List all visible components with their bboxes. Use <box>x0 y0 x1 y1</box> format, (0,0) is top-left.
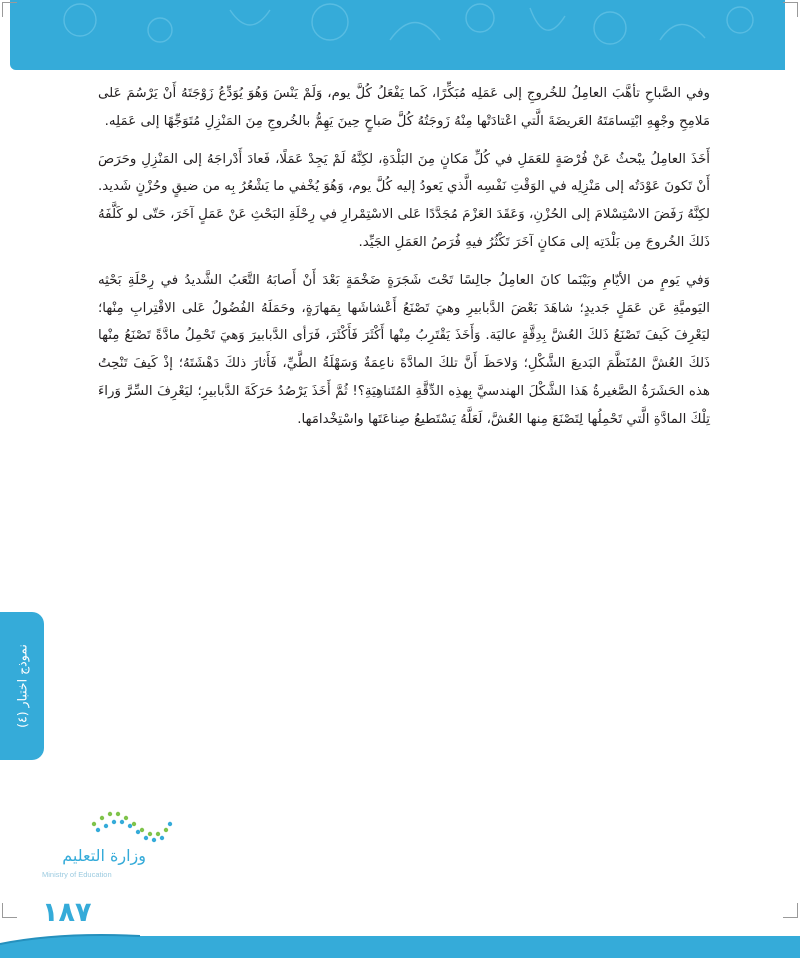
crop-mark <box>2 2 17 17</box>
paragraph-1: وفي الصَّباحِ تأهَّبَ العامِلُ للخُروجِ إلى عَمَلِه مُبَكِّرًا، كَما يَفْعَلُ كُلَّ يوم، وَلَمْ يَنْسَ وَهُوَ يُوَدِّعُ زَوْجَتَهُ أَنْ يَرْسُمَ عَلى مَلامِحِ وجْهِهِ ابْتِسامَتَهُ العَريضَةَ الَّتي اعْتادَتْها مِنْهُ زَوجَتُهُ كُلَّ صَباحٍ حِينَ يَهِمُّ بالخُروجِ مِنَ المَنْزِلِ مُتَوَجِّهًا إلى عَمَلِه. <box>98 86 710 129</box>
ministry-name-english: Ministry of Education <box>42 870 112 879</box>
side-tab-label: نموذج اختبار (٤) <box>14 644 30 728</box>
page-number: ١٨٧ <box>42 897 92 928</box>
section-side-tab <box>0 612 44 760</box>
header-pattern-icon <box>10 0 785 70</box>
ministry-name-arabic: وزارة التعليم <box>62 846 146 865</box>
crop-mark <box>2 903 17 918</box>
ministry-logo <box>42 806 182 886</box>
story-text <box>98 80 710 434</box>
crop-mark <box>783 2 798 17</box>
header-decorative-band <box>10 0 785 70</box>
paragraph-3: وَفي يَومٍ من الأيّامِ وبَيْنَما كانَ العامِلُ جالِسًا تَحْتَ شَجَرَةٍ ضَخْمَةٍ بَعْدَ أَنْ أَصابَهُ التَّعَبُ الشَّديدُ في رِحْلَةِ بَحْثِه اليَوميَّةِ عَن عَمَلٍ جَديدٍ؛ شاهَدَ بَعْضَ الدَّبابيرِ وهيَ تَصْنَعُ أَعْشاشَها بِمَهارَةٍ، وحَمَلَهُ الفُضُولُ عَلى الاقْتِرابِ مِنْها؛ ليَعْرِفَ كَيفَ تَصْنَعُ ذَلكَ العُشَّ بِدِقَّةٍ عاليَة. وَأَخَذَ يَقْتَرِبُ مِنْها أَكْثَرَ فَأَكْثَرَ، فَرَأى الدَّبابيرَ وَهيَ تَحْمِلُ مادَّةً تَصْنَعُ مِنْها ذَلكَ العُشَّ المُنَظَّمَ البَديعَ الشَّكْلِ؛ وَلاحَظَ أَنَّ تلكَ المادَّةَ ناعِمَةٌ وَسَهْلَةُ الطَّيِّ، فَأَثارَ ذلكَ دَهْشَتَهُ؛ إذْ كَيفَ تَنْحِتُ هذه الحَشَرَةُ الصَّغيرةُ هَذا الشَّكْلَ الهندسيَّ بِهذِه الدِّقَّةِ المُتَناهِيَةِ؟! ثُمَّ أَخَذَ يَرْصُدُ حَرَكَةَ الدَّبابيرِ؛ ليَعْرِفَ السِّرَّ وَراءَ تِلْكَ المادَّةِ الَّتي تَحْمِلُها لِتَصْنَعَ مِنها العُشَّ، لَعَلَّهُ يَسْتَطيعُ صِناعَتَها واسْتِخْدامَها. <box>98 272 710 427</box>
ministry-logo-dots-icon <box>42 806 182 846</box>
crop-mark <box>783 903 798 918</box>
footer-decorative-band <box>0 926 800 958</box>
paragraph-2: أَخَذَ العامِلُ يبْحثُ عَنْ فُرْصَةٍ للعَمَلِ في كُلِّ مَكانٍ مِنَ البَلْدَةِ، لكِنَّهُ لَمْ يَجِدْ عَمَلًا، فَعادَ أَدْراجَهُ إلى المَنْزِلِ وحَرَصَ أَنْ تَكونَ عَوْدَتُه إلى مَنْزِلِه في الوَقْتِ نَفْسِه الَّذي يَعودُ إليه كُلَّ يوم، وَهُوَ يُخْفي ما يَشْعُرُ بِه من ضيقٍ وحُزْنٍ شَديد. لكِنَّهُ رَفَضَ الاسْتِسْلامَ إلى الحُزْنِ، وَعَقَدَ العَزْمَ مُجَدَّدًا عَلى الاسْتِمْرارِ في رِحْلَةِ البَحْثِ عَنْ عَمَلٍ آخَرَ، حَتّى لو كَلَّفَهُ ذَلكَ الخُروجَ مِن بَلْدَتِه إلى مَكانٍ آخَرَ تَكْثُرُ فيهِ فُرَصُ العَمَلِ الجَيِّد. <box>98 151 710 250</box>
